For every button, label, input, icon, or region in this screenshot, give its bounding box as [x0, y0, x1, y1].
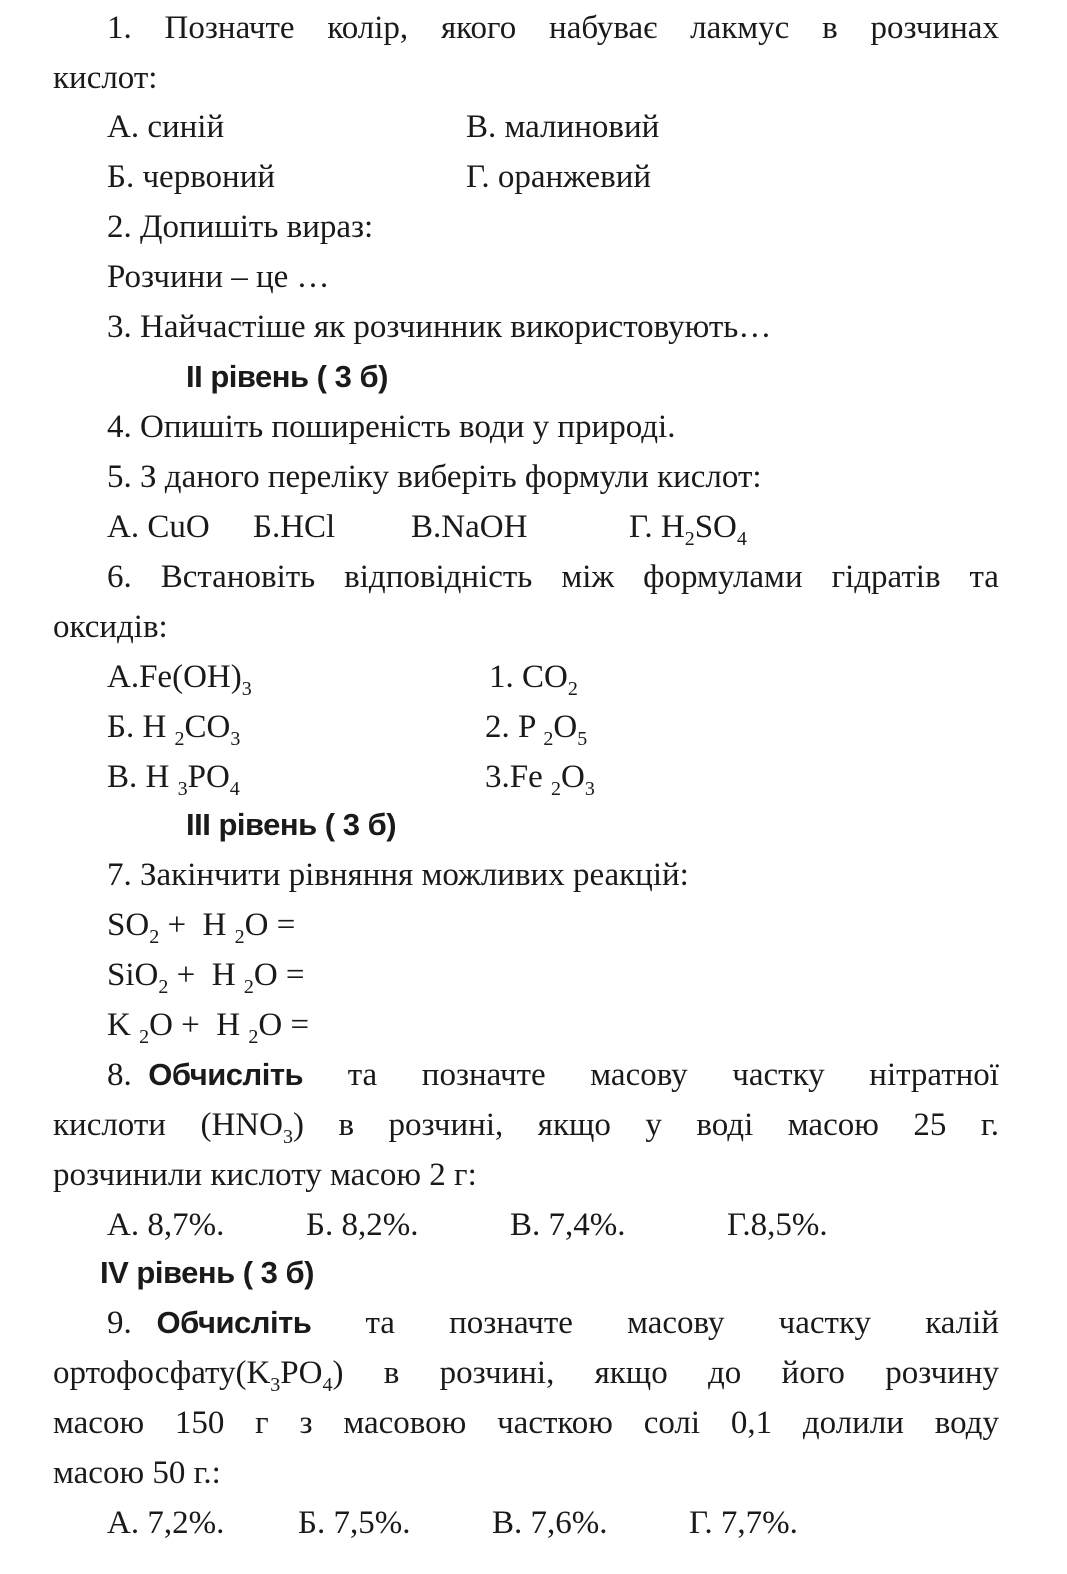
question-3: 3. Найчастіше як розчинник використовують… [107, 309, 772, 345]
word: та [969, 559, 999, 595]
word: г. [980, 1107, 999, 1143]
word: у [645, 1107, 662, 1143]
word: 150 [174, 1405, 225, 1441]
q1-option-v: В. малиновий [466, 109, 660, 145]
question-2-line-1: 2. Допишіть вираз: [107, 209, 374, 245]
question-9-line-4: масою 50 г.: [53, 1455, 221, 1491]
word: калій [925, 1305, 999, 1341]
word: в [338, 1107, 355, 1143]
question-9-line-1 [107, 1303, 999, 1343]
word: між [561, 559, 615, 595]
q5-option-b: Б.HCl [253, 509, 336, 545]
word: воду [934, 1405, 999, 1441]
word: гідратів [831, 559, 941, 595]
word: частку [732, 1057, 825, 1093]
question-1-line-1 [107, 8, 999, 48]
word: масою [53, 1405, 145, 1441]
q6-oxide-2: 2. P $_2O_5$ [485, 709, 588, 750]
word: якщо [537, 1107, 611, 1143]
word: розчину [885, 1355, 999, 1391]
q7-equation-1: $SO_2 + H$ $_2$O = [107, 907, 296, 948]
q7-equation-3: K $_2$O + H $_2$O = [107, 1007, 310, 1048]
word: солі [643, 1405, 701, 1441]
level-3-heading: ІІІ рівень ( 3 б) [186, 807, 397, 842]
q1-option-a: А. синій [107, 109, 225, 145]
word: розчинах [870, 10, 999, 46]
word: кислоти [53, 1107, 166, 1143]
q5-option-v: В.NaOH [411, 509, 528, 545]
word: розчині, [439, 1355, 555, 1391]
question-9-line-3 [53, 1403, 999, 1443]
q1-option-b: Б. червоний [107, 159, 276, 195]
question-8-line-2 [53, 1105, 999, 1148]
question-8-line-1 [107, 1055, 999, 1095]
formula-k3po4: $ортофосфату(K_3PO_4)$ [53, 1355, 344, 1396]
word: та [347, 1057, 378, 1093]
word: з [299, 1405, 313, 1441]
question-1-line-2: кислот: [53, 60, 158, 96]
word: масою [787, 1107, 879, 1143]
word: в [822, 10, 838, 46]
word: масовою [343, 1405, 467, 1441]
question-4: 4. Опишіть поширеність води у природі. [107, 409, 676, 445]
question-6-line-1 [107, 557, 999, 597]
question-5-line-1: 5. З даного переліку виберіть формули кислот: [107, 459, 762, 495]
word: Позначте [164, 10, 295, 46]
word: позначте [449, 1305, 573, 1341]
word: воді [696, 1107, 754, 1143]
formula-hno3: $(HNO_3)$ [200, 1107, 304, 1148]
q9-answer-v: В. 7,6%. [492, 1505, 608, 1541]
word: якщо [594, 1355, 668, 1391]
question-8-line-3: розчинили кислоту масою 2 г: [53, 1157, 477, 1193]
word: масову [590, 1057, 688, 1093]
word: 0,1 [730, 1405, 773, 1441]
word: набуває [549, 10, 658, 46]
q8-answer-v: В. 7,4%. [510, 1207, 626, 1243]
q9-answer-a: А. 7,2%. [107, 1505, 225, 1541]
word: колір, [327, 10, 409, 46]
word: 1. [107, 10, 132, 46]
q6-hydrate-v: В. H $_3PO_4$ [107, 759, 240, 800]
q5-option-g: Г. $H_2SO_4$ [629, 509, 747, 550]
q6-oxide-3: 3.Fe $_2O_3$ [485, 759, 595, 800]
word: 25 [913, 1107, 947, 1143]
q8-lead: 8. Обчисліть [107, 1057, 304, 1093]
q6-oxide-1: 1. $CO_2$ [489, 659, 578, 700]
word: до [707, 1355, 742, 1391]
q6-hydrate-a: $А.Fe(OH)_3$ [107, 659, 252, 700]
level-4-heading: IV рівень ( 3 б) [100, 1255, 314, 1290]
q7-equation-2: SiO$_2$ + H $_2$O = [107, 957, 305, 998]
word: формулами [643, 559, 803, 595]
word: позначте [421, 1057, 546, 1093]
q8-answer-a: А. 8,7%. [107, 1207, 225, 1243]
q1-option-g: Г. оранжевий [466, 159, 652, 195]
word: якого [440, 10, 517, 46]
word: нітратної [869, 1057, 999, 1093]
question-7-line-1: 7. Закінчити рівняння можливих реакцій: [107, 857, 689, 893]
word: Встановіть [160, 559, 316, 595]
question-9-line-2 [53, 1353, 999, 1396]
word: г [255, 1405, 269, 1441]
q5-option-a: А. CuO [107, 509, 210, 545]
q8-answer-g: Г.8,5%. [727, 1207, 828, 1243]
word: та [365, 1305, 395, 1341]
word: лакмус [690, 10, 790, 46]
word: частку [778, 1305, 872, 1341]
word: масову [627, 1305, 725, 1341]
question-2-line-2: Розчини – це … [107, 259, 330, 295]
q9-lead: 9. Обчисліть [107, 1305, 312, 1341]
word: відповідність [344, 559, 533, 595]
word: його [781, 1355, 845, 1391]
word: долили [802, 1405, 904, 1441]
q8-answer-b: Б. 8,2%. [306, 1207, 419, 1243]
q9-answer-g: Г. 7,7%. [689, 1505, 798, 1541]
word: розчині, [388, 1107, 504, 1143]
q9-answer-b: Б. 7,5%. [298, 1505, 411, 1541]
bold-word: Обчисліть [156, 1305, 312, 1340]
bold-word: Обчисліть [148, 1057, 304, 1092]
word: часткою [497, 1405, 613, 1441]
word: в [383, 1355, 400, 1391]
word: 6. [107, 559, 132, 595]
level-2-heading: ІІ рівень ( 3 б) [186, 359, 388, 394]
question-6-line-2: оксидів: [53, 609, 168, 645]
q6-hydrate-b: Б. H $_2CO_3$ [107, 709, 241, 750]
